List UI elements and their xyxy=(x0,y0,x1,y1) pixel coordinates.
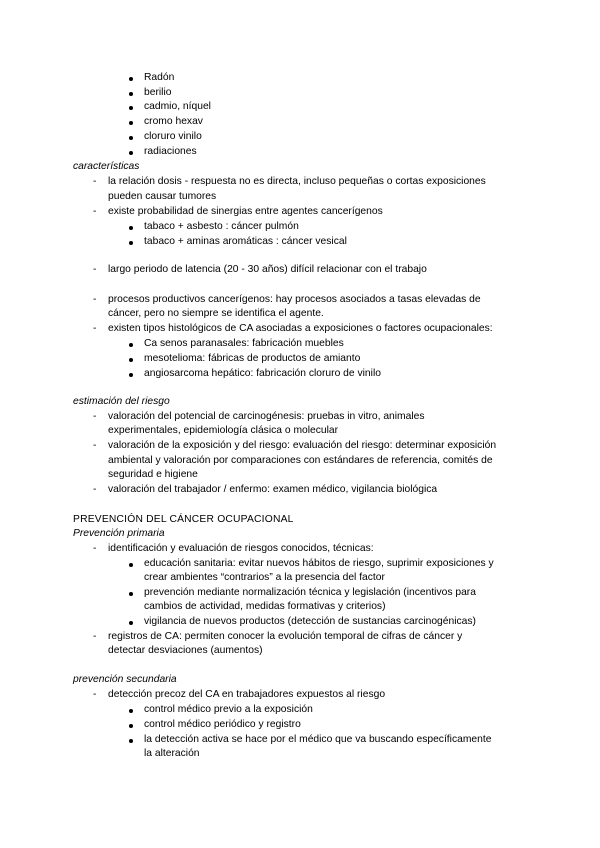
subheading-prevencion-primaria: Prevención primaria xyxy=(73,528,165,539)
bullet-icon xyxy=(129,343,133,347)
bullet-icon xyxy=(129,92,133,96)
list-item: detección precoz del CA en trabajadores expuestos al riesgo xyxy=(108,689,386,700)
bullet-icon xyxy=(129,724,133,728)
list-item-continuation: cambios de actividad, medidas formativas y criterios) xyxy=(144,601,386,612)
dash-marker: - xyxy=(93,631,97,642)
dash-marker: - xyxy=(93,323,97,334)
bullet-icon xyxy=(129,121,133,125)
list-item: tabaco + asbesto : cáncer pulmón xyxy=(144,221,299,232)
list-item-continuation: ambiental y valoración por comparaciones con estándares de referencia, comités de xyxy=(108,455,493,466)
list-item: valoración del potencial de carcinogénesis: pruebas in vitro, animales xyxy=(108,411,425,422)
bullet-icon xyxy=(129,151,133,155)
list-item: control médico periódico y registro xyxy=(144,719,301,730)
bullet-icon xyxy=(129,739,133,743)
list-item: valoración del trabajador / enfermo: examen médico, vigilancia biológica xyxy=(108,484,438,495)
bullet-icon xyxy=(129,106,133,110)
dash-marker: - xyxy=(93,543,97,554)
list-item: cromo hexav xyxy=(144,116,203,127)
list-item-continuation: seguridad e higiene xyxy=(108,469,198,480)
list-item: cadmio, níquel xyxy=(144,101,211,112)
section-heading-caracteristicas: características xyxy=(73,161,140,172)
dash-marker: - xyxy=(93,294,97,305)
list-item: identificación y evaluación de riesgos conocidos, técnicas: xyxy=(108,543,374,554)
bullet-icon xyxy=(129,563,133,567)
section-heading-estimacion: estimación del riesgo xyxy=(73,396,170,407)
bullet-icon xyxy=(129,592,133,596)
list-item: Radón xyxy=(144,72,175,83)
list-item: vigilancia de nuevos productos (detección de sustancias carcinogénicas) xyxy=(144,616,476,627)
list-item: educación sanitaria: evitar nuevos hábitos de riesgo, suprimir exposiciones y xyxy=(144,558,494,569)
bullet-icon xyxy=(129,709,133,713)
list-item: la detección activa se hace por el médico que va buscando específicamente xyxy=(144,734,492,745)
list-item-continuation: cáncer, pero no siempre se identifica el agente. xyxy=(108,308,324,319)
bullet-icon xyxy=(129,621,133,625)
list-item: tabaco + aminas aromáticas : cáncer vesical xyxy=(144,236,347,247)
bullet-icon xyxy=(129,241,133,245)
bullet-icon xyxy=(129,136,133,140)
list-item: cloruro vinilo xyxy=(144,131,202,142)
list-item: registros de CA: permiten conocer la evolución temporal de cifras de cáncer y xyxy=(108,631,463,642)
list-item: Ca senos paranasales: fabricación muebles xyxy=(144,338,344,349)
dash-marker: - xyxy=(93,206,97,217)
bullet-icon xyxy=(129,373,133,377)
section-title-prevencion: PREVENCIÓN DEL CÁNCER OCUPACIONAL xyxy=(73,514,294,525)
list-item: radiaciones xyxy=(144,146,197,157)
list-item: existe probabilidad de sinergias entre agentes cancerígenos xyxy=(108,206,383,217)
list-item: prevención mediante normalización técnica y legislación (incentivos para xyxy=(144,587,476,598)
list-item-continuation: pueden causar tumores xyxy=(108,191,217,202)
dash-marker: - xyxy=(93,440,97,451)
subheading-prevencion-secundaria: prevención secundaria xyxy=(73,674,177,685)
dash-marker: - xyxy=(93,411,97,422)
list-item: existen tipos histológicos de CA asociadas a exposiciones o factores ocupacionales: xyxy=(108,323,493,334)
list-item-continuation: la alteración xyxy=(144,748,200,759)
bullet-icon xyxy=(129,77,133,81)
list-item: la relación dosis - respuesta no es directa, incluso pequeñas o cortas exposiciones xyxy=(108,176,486,187)
dash-marker: - xyxy=(93,176,97,187)
dash-marker: - xyxy=(93,484,97,495)
bullet-icon xyxy=(129,358,133,362)
list-item-continuation: crear ambientes “contrarios” a la presencia del factor xyxy=(144,572,385,583)
dash-marker: - xyxy=(93,264,97,275)
dash-marker: - xyxy=(93,689,97,700)
list-item: valoración de la exposición y del riesgo: evaluación del riesgo: determinar exposición xyxy=(108,440,497,451)
list-item: control médico previo a la exposición xyxy=(144,704,313,715)
list-item-continuation: detectar desviaciones (aumentos) xyxy=(108,645,263,656)
bullet-icon xyxy=(129,226,133,230)
list-item: largo periodo de latencia (20 - 30 años) difícil relacionar con el trabajo xyxy=(108,264,427,275)
list-item: procesos productivos cancerígenos: hay procesos asociados a tasas elevadas de xyxy=(108,294,481,305)
list-item: angiosarcoma hepático: fabricación cloruro de vinilo xyxy=(144,368,381,379)
list-item-continuation: experimentales, epidemiología clásica o molecular xyxy=(108,425,339,436)
list-item: mesotelioma: fábricas de productos de amianto xyxy=(144,353,361,364)
list-item: berilio xyxy=(144,87,172,98)
